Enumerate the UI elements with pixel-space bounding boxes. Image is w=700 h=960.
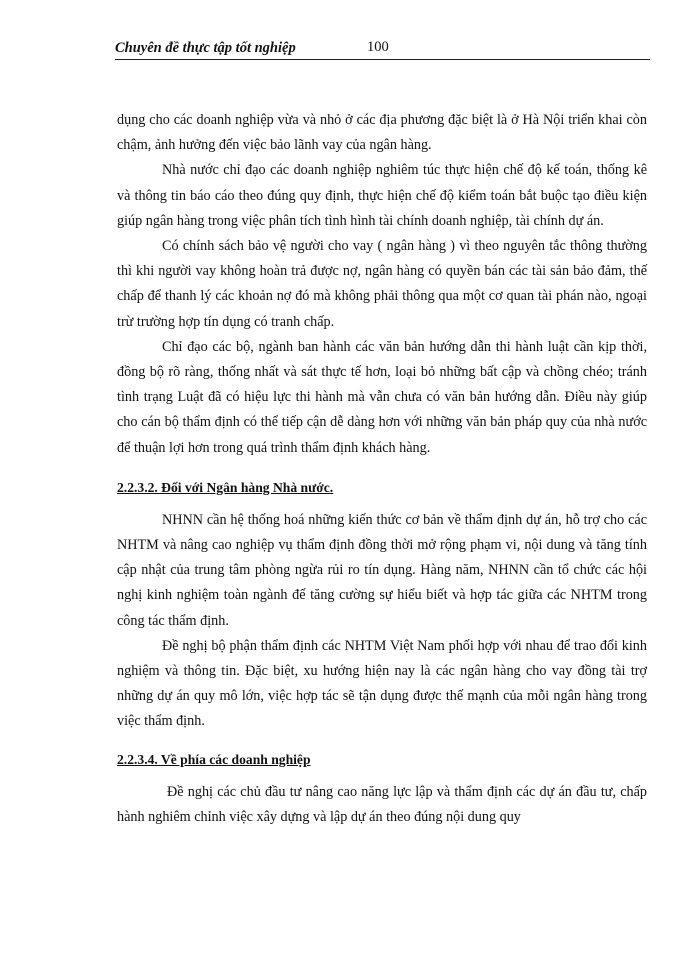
paragraph-nhnn: NHNN cần hệ thống hoá những kiến thức cơ bản về thẩm định dự án, hỗ trợ cho các NHTM và nâng cao nghiệp vụ thẩm định đồng thời mở rộng phạm vi, nội dung và tăng tính cập nhật của trung tâm phòng ngừa rủi ro tín dụng. Hàng năm, NHNN cần tổ chức các hội nghị kinh nghiệm toàn ngành để tăng cường sự hiểu biết và hợp tác giữa các NHTM trong công tác thẩm định. xyxy=(117,511,647,629)
paragraph-lender-protection: Có chính sách bảo vệ người cho vay ( ngân hàng ) vì theo nguyên tắc thông thường thì khi người vay không hoàn trả được nợ, ngân hàng có quyền bán các tài sản bảo đảm, thế chấp để thanh lý các khoản nợ đó mà không phải thông qua một cơ quan tài phán nào, ngoại trừ trường hợp tín dụng có tranh chấp. xyxy=(117,238,647,330)
paragraph-continuation: dụng cho các doanh nghiệp vừa và nhỏ ở các địa phương đặc biệt là ở Hà Nội triển khai còn chậm, ảnh hưởng đến việc bảo lãnh vay của ngân hàng. xyxy=(117,112,647,154)
section-heading-enterprises: 2.2.3.4. Về phía các doanh nghiệp xyxy=(117,751,311,767)
document-body xyxy=(117,108,647,830)
paragraph-cooperation: Đề nghị bộ phận thẩm định các NHTM Việt Nam phối hợp với nhau để trao đổi kinh nghiệm và thông tin. Đặc biệt, xu hướng hiện nay là các ngân hàng cho vay đồng tài trợ những dự án quy mô lớn, việc hợp tác sẽ tận dụng được thế mạnh của mỗi ngân hàng trong việc thẩm định. xyxy=(117,637,647,730)
paragraph-legal-guidance: Chỉ đạo các bộ, ngành ban hành các văn bản hướng dẫn thi hành luật cần kịp thời, đồng bộ rõ ràng, thống nhất và sát thực tế hơn, loại bỏ những bất cập và chồng chéo; tránh tình trạng Luật đã có hiệu lực thi hành mà vẫn chưa có văn bản hướng dẫn. Điều này giúp cho cán bộ thẩm định có thể tiếp cận dễ dàng hơn với những văn bản pháp quy của nhà nước để thuận lợi hơn trong quá trình thẩm định khách hàng. xyxy=(117,338,647,456)
paragraph-investors: Đề nghị các chủ đầu tư nâng cao năng lực lập và thẩm định các dự án đầu tư, chấp hành nghiêm chỉnh việc xây dựng và lập dự án theo đúng nội dung quy xyxy=(117,783,647,825)
section-heading-state-bank: 2.2.3.2. Đối với Ngân hàng Nhà nước. xyxy=(117,479,334,495)
header-title: Chuyên đề thực tập tốt nghiệp xyxy=(115,40,296,56)
header-rule xyxy=(115,59,650,60)
page-header xyxy=(115,38,650,60)
paragraph-accounting-regime: Nhà nước chỉ đạo các doanh nghiệp nghiêm túc thực hiện chế độ kế toán, thống kê và thông tin báo cáo theo đúng quy định, thực hiện chế độ kiểm toán bắt buộc tạo điều kiện giúp ngân hàng trong việc phân tích tình hình tài chính doanh nghiệp, tài chính dự án. xyxy=(117,162,647,229)
page-number: 100 xyxy=(367,39,389,55)
